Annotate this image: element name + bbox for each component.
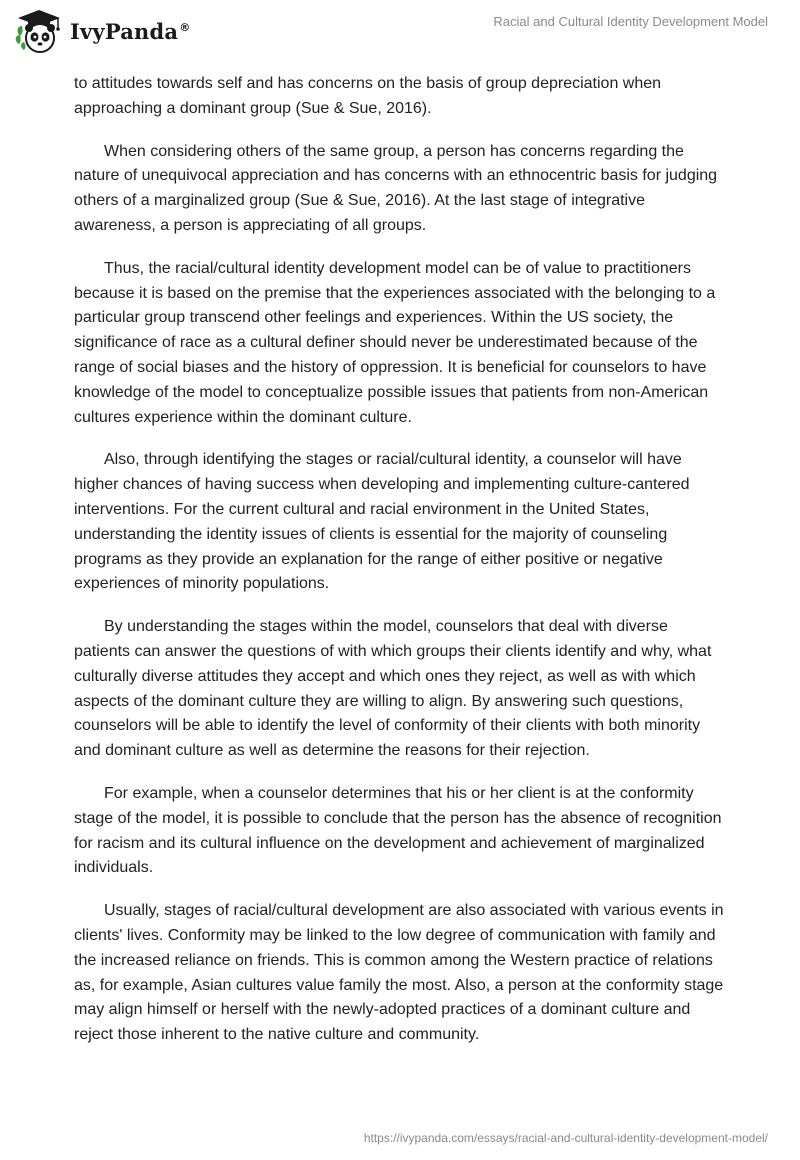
- paragraph: When considering others of the same group, a person has concerns regarding the nature of unequivocal appreciation and has concerns with an ethnocentric basis for judging others of a marginalized group (Sue & Sue, 2016). At the last stage of integrative awareness, a person is appreciating of all groups.: [74, 142, 718, 234]
- paragraph: For example, when a counselor determines that his or her client is at the conformity stage of the model, it is possible to conclude that the person has the absence of recognition for racism and its cultural influence on the development and achievement of marginalized individuals.: [74, 784, 722, 877]
- paragraph: Thus, the racial/cultural identity development model can be of value to practitioners because it is based on the premise that the experiences associated with the belonging to a particular group transcend other feelings and experiences. Within the US society, the significance of race as a cultural definer should never be underestimated because of the range of social biases and the history of oppression. It is beneficial for counselors to have knowledge of the model to conceptualize possible issues that patients from non-American cultures experience within the dominant culture.: [74, 259, 716, 426]
- brand-name: IvyPanda®: [70, 18, 191, 44]
- paragraph: Usually, stages of racial/cultural development are also associated with various events in clients' lives. Conformity may be linked to the low degree of communication with family and the increased reliance on friends. This is common among the Western practice of relations as, for example, Asian cultures value family the most. Also, a person at the conformity stage may align himself or herself with the newly-adopted practices of a dominant culture and reject those inherent to the native culture and community.: [74, 902, 724, 1044]
- page-header: [0, 0, 800, 64]
- ivypanda-logo[interactable]: [14, 6, 190, 56]
- paragraph: By understanding the stages within the model, counselors that deal with diverse patients can answer the questions of with which groups their clients identify and why, what culturally diverse attitudes they accept and which ones they reject, as well as with which aspects of the dominant culture they are willing to align. By answering such questions, counselors will be able to identify the level of conformity of their clients with both minority and dominant culture as well as determine the reasons for their rejection.: [74, 618, 712, 760]
- paragraph: Also, through identifying the stages or racial/cultural identity, a counselor will have higher chances of having success when developing and implementing culture-cantered interventions. For the current cultural and racial environment in the United States, understanding the identity issues of clients is essential for the majority of counseling programs as they provide an explanation for the range of either positive or negative experiences of minority populations.: [74, 451, 690, 593]
- essay-body: [74, 72, 726, 1066]
- paragraph-continued: to attitudes towards self and has concerns on the basis of group depreciation when approaching a dominant group (Sue & Sue, 2016).: [74, 75, 662, 117]
- document-title: Racial and Cultural Identity Development Model: [493, 14, 768, 29]
- panda-graduate-icon: [14, 6, 64, 56]
- source-url-link[interactable]: https://ivypanda.com/essays/racial-and-cultural-identity-development-model/: [363, 1131, 768, 1145]
